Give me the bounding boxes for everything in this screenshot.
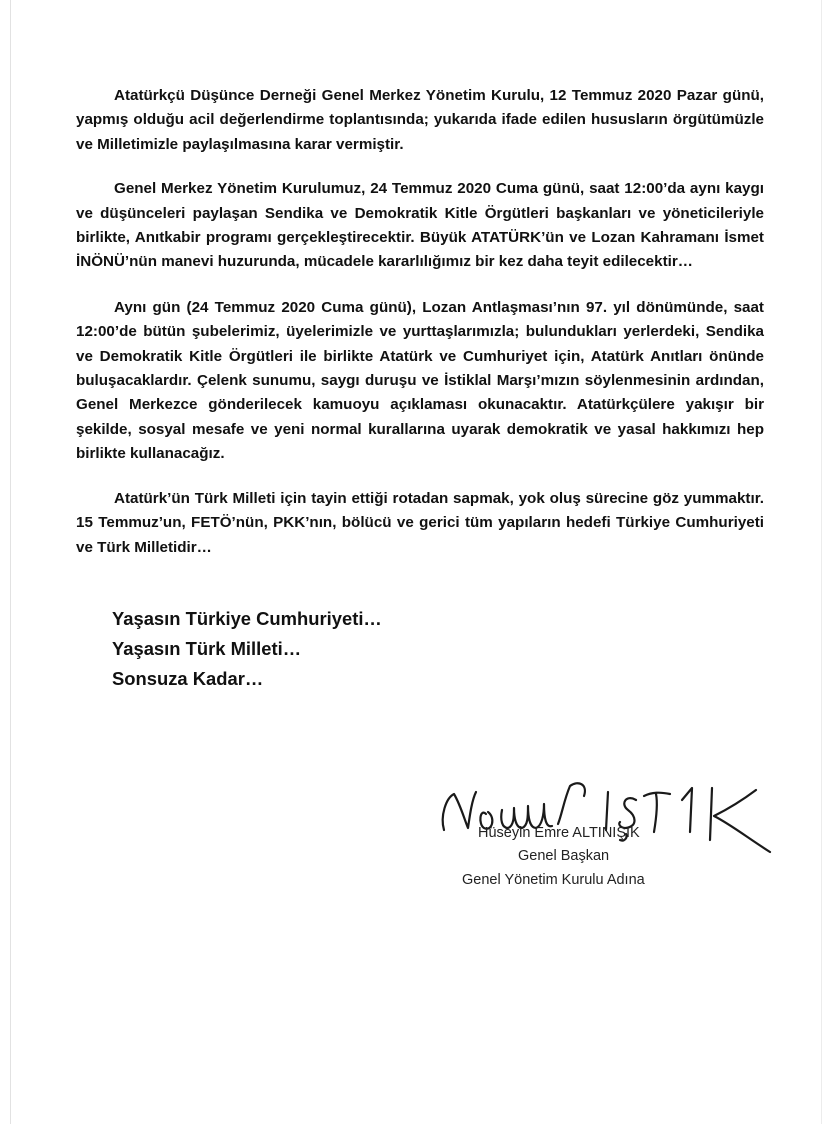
page-left-edge <box>10 0 11 1124</box>
signatory-title: Genel Başkan <box>518 848 610 864</box>
signatory-name: Hüseyin Emre ALTINIŞIK <box>478 825 640 841</box>
page-right-edge <box>821 0 822 1124</box>
paragraph-2: Genel Merkez Yönetim Kurulumuz, 24 Temmuz 2020 Cuma günü, saat 12:00’da aynı kaygı ve düşünceleri paylaşan Sendika ve Demokratik Kitle Örgütleri başkanları ve yöneticileriyle birlikte, Anıtkabir programı gerçekleştirecektir. Büyük ATATÜRK’ün ve Lozan Kahramanı İsmet İNÖNÜ’nün manevi huzurunda, mücadele kararlılığımız bir kez daha teyit edilecektir… <box>76 180 764 271</box>
slogans <box>112 604 382 694</box>
handwritten-signature <box>430 774 800 864</box>
signatory-on-behalf: Genel Yönetim Kurulu Adına <box>462 872 645 888</box>
slogan-3: Sonsuza Kadar… <box>112 668 264 689</box>
paragraph-3: Aynı gün (24 Temmuz 2020 Cuma günü), Lozan Antlaşması’nın 97. yıl dönümünde, saat 12:00’de bütün şubelerimiz, üyelerimizle ve yurttaşlarımızla; bulundukları yerlerdeki, Sendika ve Demokratik Kitle Örgütleri ile birlikte Atatürk ve Cumhuriyet için, Atatürk Anıtları önünde buluşacaklardır. Çelenk sunumu, saygı duruşu ve İstiklal Marşı’mızın söylenmesinin ardından, Genel Merkezce gönderilecek kamuoyu açıklaması okunacaktır. Atatürkçülere yakışır bir şekilde, sosyal mesafe ve yeni normal kurallarına uyarak demokratik ve yasal hakkımızı hep birlikte kullanacağız. <box>76 298 764 463</box>
letter-body <box>76 84 764 580</box>
slogan-1: Yaşasın Türkiye Cumhuriyeti… <box>112 608 382 629</box>
signature-block <box>420 774 820 904</box>
paragraph-4: Atatürk’ün Türk Milleti için tayin ettiği rotadan sapmak, yok oluş sürecine göz yummaktır. 15 Temmuz’un, FETÖ’nün, PKK’nın, bölücü ve gerici tüm yapıların hedefi Türkiye Cumhuriyeti ve Türk Milletidir… <box>76 489 764 556</box>
slogan-2: Yaşasın Türk Milleti… <box>112 638 302 659</box>
paragraph-1: Atatürkçü Düşünce Derneği Genel Merkez Yönetim Kurulu, 12 Temmuz 2020 Pazar günü, yapmış olduğu acil değerlendirme toplantısında; yukarıda ifade edilen hususların örgütümüzle ve Milletimizle paylaşılmasına karar vermiştir. <box>76 87 764 153</box>
